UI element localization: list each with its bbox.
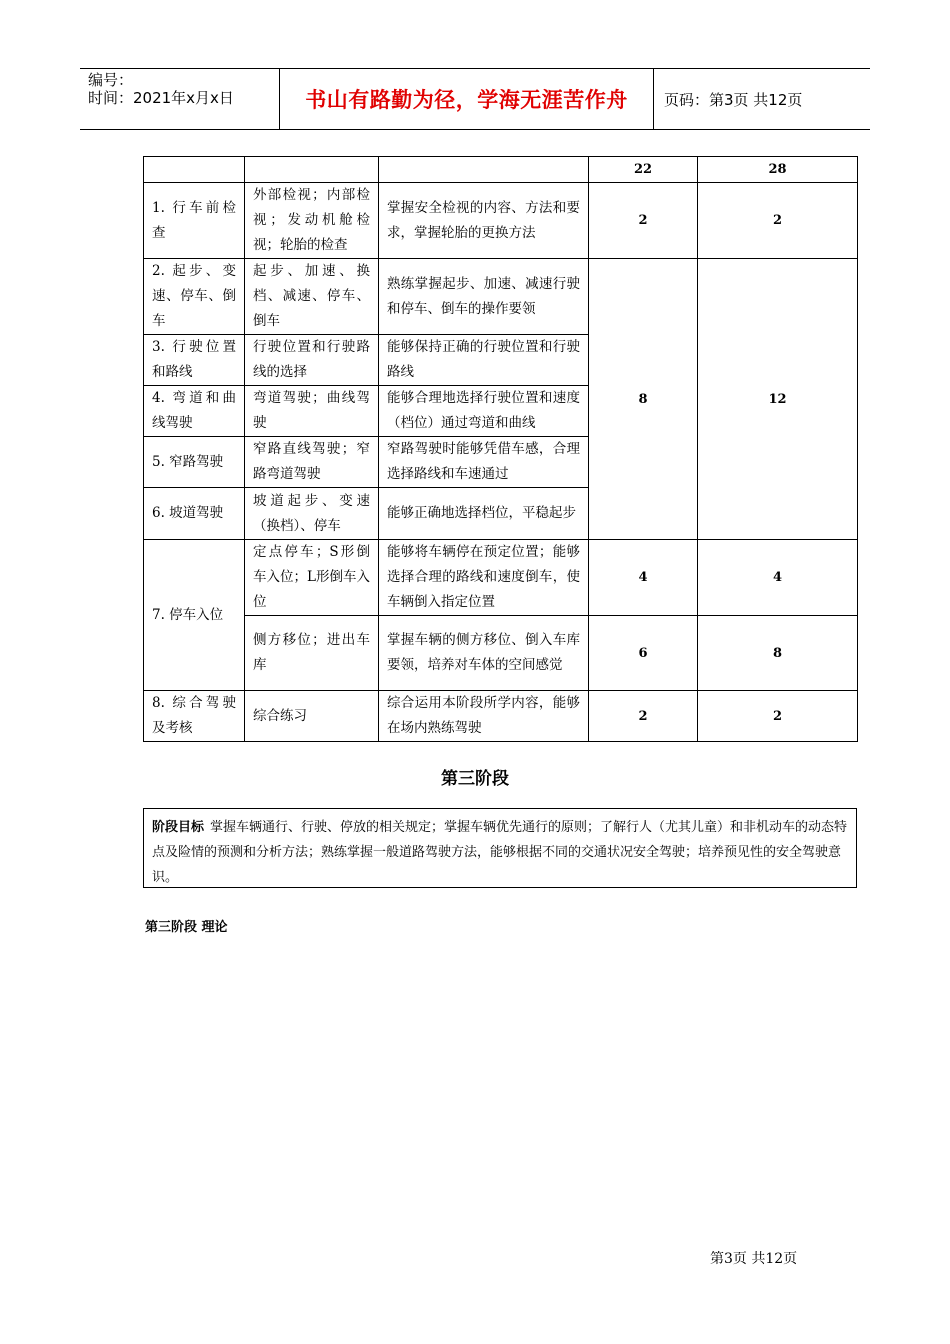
sub-title: 第三阶段 理论 [145, 920, 228, 935]
goal-cell: 窄路驾驶时能够凭借车感，合理选择路线和车速通过 [379, 437, 589, 488]
section-title: 第三阶段 [441, 769, 509, 789]
content-cell: 窄路直线驾驶；窄路弯道驾驶 [245, 437, 379, 488]
stage-goal-text: 掌握车辆通行、行驶、停放的相关规定；掌握车辆优先通行的原则；了解行人（尤其儿童）和非机动车的动态特点及险情的预测和分析方法；熟练掌握一般道路驾驶方法，能够根据不同的交通状况安全驾驶；培养预见性的安全驾驶意识。 [152, 820, 848, 885]
goal-cell: 能够正确地选择档位，平稳起步 [379, 488, 589, 540]
stage-goal-label: 阶段目标 [152, 820, 205, 835]
hours-cell: 6 [589, 616, 698, 691]
hours-cell: 4 [589, 540, 698, 616]
content-cell: 行驶位置和行驶路线的选择 [245, 335, 379, 386]
item-cell: 2. 起步、变速、停车、倒车 [144, 259, 245, 335]
motto: 书山有路勤为径，学海无涯苦作舟 [280, 69, 654, 129]
merged-hours-2: 12 [698, 259, 858, 540]
content-cell: 综合练习 [245, 691, 379, 742]
page-info: 页码：第3页 共12页 [664, 90, 803, 109]
table-row [144, 691, 858, 742]
table-row [144, 183, 858, 259]
goal-cell: 能够将车辆停在预定位置；能够选择合理的路线和速度倒车，使车辆倒入指定位置 [379, 540, 589, 616]
serial-label: 编号： [88, 71, 134, 89]
item-cell: 8. 综合驾驶及考核 [144, 691, 245, 742]
page-header [80, 68, 870, 130]
hours-cell: 4 [698, 540, 858, 616]
hours-cell: 2 [698, 183, 858, 259]
training-table [143, 156, 858, 742]
item-cell: 3. 行驶位置和路线 [144, 335, 245, 386]
goal-cell: 能够保持正确的行驶位置和行驶路线 [379, 335, 589, 386]
item-cell: 6. 坡道驾驶 [144, 488, 245, 540]
hours-total-1: 22 [589, 157, 698, 183]
content-cell: 弯道驾驶；曲线驾驶 [245, 386, 379, 437]
hours-cell: 8 [698, 616, 858, 691]
goal-cell: 熟练掌握起步、加速、减速行驶和停车、倒车的操作要领 [379, 259, 589, 335]
hours-cell: 2 [589, 691, 698, 742]
table-row [144, 540, 858, 616]
item-cell: 4. 弯道和曲线驾驶 [144, 386, 245, 437]
table-row [144, 157, 858, 183]
item-cell: 1. 行车前检查 [144, 183, 245, 259]
hours-cell: 2 [698, 691, 858, 742]
goal-cell: 能够合理地选择行驶位置和速度（档位）通过弯道和曲线 [379, 386, 589, 437]
goal-cell: 掌握车辆的侧方移位、倒入车库要领，培养对车体的空间感觉 [379, 616, 589, 691]
hours-total-2: 28 [698, 157, 858, 183]
item-cell: 7. 停车入位 [144, 540, 245, 691]
page-footer: 第3页 共12页 [710, 1251, 798, 1267]
merged-hours-1: 8 [589, 259, 698, 540]
table-row [144, 259, 858, 335]
content-cell: 起步、加速、换档、减速、停车、倒车 [245, 259, 379, 335]
stage-goal-box [143, 808, 857, 888]
time-line: 时间：2021年x月x日 [88, 89, 234, 107]
hours-cell: 2 [589, 183, 698, 259]
content-cell: 坡道起步、变速（换档）、停车 [245, 488, 379, 540]
header-meta [80, 69, 280, 129]
content-cell: 侧方移位；进出车库 [245, 616, 379, 691]
table-row [144, 616, 858, 691]
content-cell: 定点停车；S形倒车入位；L形倒车入位 [245, 540, 379, 616]
content-cell: 外部检视；内部检视；发动机舱检视；轮胎的检查 [245, 183, 379, 259]
item-cell: 5. 窄路驾驶 [144, 437, 245, 488]
goal-cell: 掌握安全检视的内容、方法和要求，掌握轮胎的更换方法 [379, 183, 589, 259]
goal-cell: 综合运用本阶段所学内容，能够在场内熟练驾驶 [379, 691, 589, 742]
